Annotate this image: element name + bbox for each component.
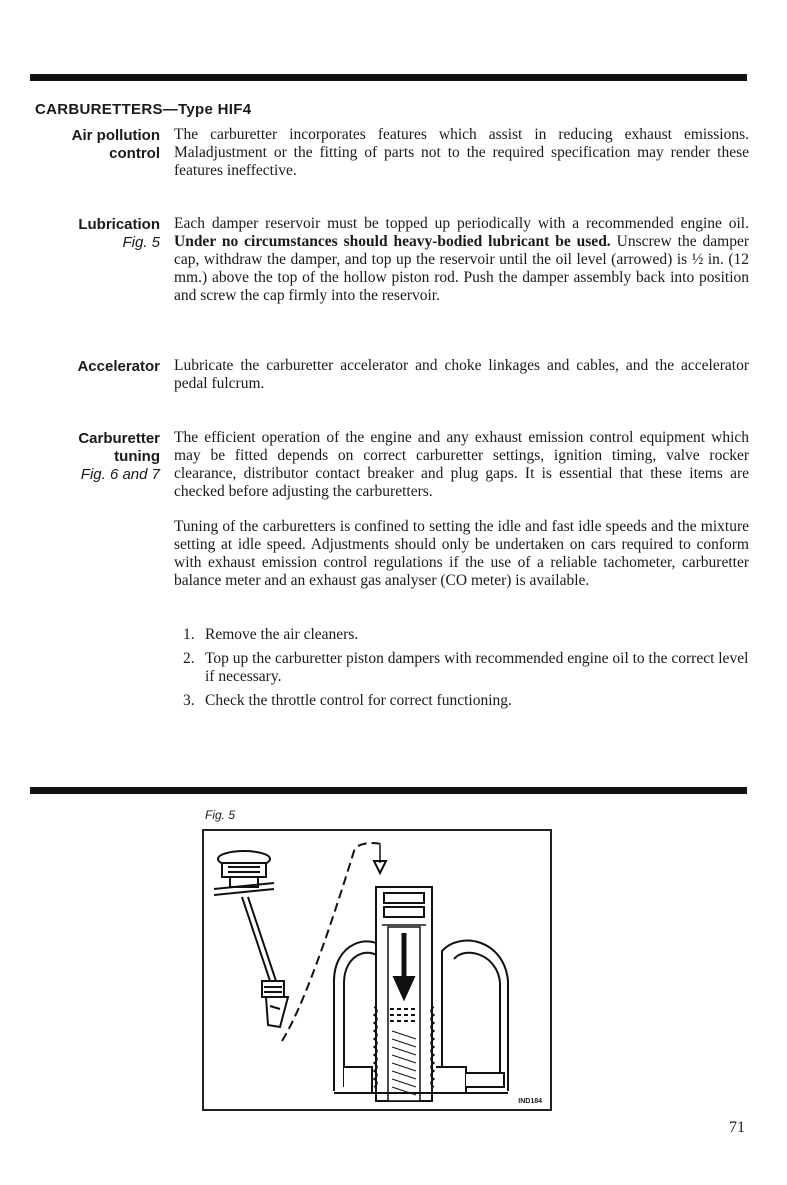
- figure-caption: Fig. 5: [205, 808, 236, 822]
- side-fig-ref: Fig. 6 and 7: [80, 466, 160, 483]
- paragraph: Tuning of the carburetters is confined to setting the idle and fast idle speeds and the mixture setting at idle speed. Adjustments should only be undertaken on cars required to conform with exhaust emission control regulations if the use of a reliable tachometer, carburetter balance meter and an exhaust gas analyser (CO meter) is available.: [174, 518, 749, 589]
- step-text: Remove the air cleaners.: [205, 626, 359, 643]
- side-label-line: control: [109, 145, 160, 162]
- top-rule: [30, 74, 747, 81]
- middle-rule: [30, 787, 747, 794]
- side-label-line: Accelerator: [77, 358, 160, 375]
- side-label-line: Lubrication: [78, 216, 160, 233]
- side-fig-ref: Fig. 5: [122, 234, 160, 251]
- step-text: Check the throttle control for correct functioning.: [205, 692, 512, 709]
- list-item: [183, 692, 749, 710]
- step-number: 3.: [183, 692, 195, 709]
- paragraph: The efficient operation of the engine and any exhaust emission control equipment which may be fitted depends on correct carburetter settings, ignition timing, valve rocker clearance, distributor contact breaker and plug gaps. It is essential that these items are checked before adjusting the carburetters.: [174, 429, 749, 500]
- list-item: [183, 626, 749, 644]
- paragraph: [174, 215, 749, 305]
- page-number: 71: [729, 1119, 745, 1136]
- side-label-lubrication: [30, 216, 160, 252]
- accelerator-text: [174, 357, 749, 393]
- side-label-air-pollution: [30, 127, 160, 163]
- tuning-text-1: [174, 429, 749, 501]
- tuning-steps: [183, 626, 749, 716]
- side-label-line: Carburetter: [78, 430, 160, 447]
- step-number: 1.: [183, 626, 195, 643]
- text-run: Each damper reservoir must be topped up periodically with a recommended engine oil.: [174, 215, 749, 232]
- warning-text: Under no circumstances should heavy-bodied lubricant be used.: [174, 233, 611, 250]
- tuning-text-2: [174, 518, 749, 590]
- figure-code: IND184: [518, 1098, 542, 1105]
- side-label-line: tuning: [114, 448, 160, 465]
- list-item: [183, 650, 749, 686]
- air-pollution-text: [174, 126, 749, 180]
- step-text: Top up the carburetter piston dampers with recommended engine oil to the correct level if necessary.: [205, 650, 749, 685]
- side-label-tuning: [30, 430, 160, 484]
- side-label-line: Air pollution: [71, 127, 160, 144]
- lubrication-text: [174, 215, 749, 305]
- carburetter-damper-drawing: [204, 831, 550, 1109]
- text-run: Unscrew the damper cap, withdraw the damper, and top up the reservoir until the oil level (arrowed) is ½ in. (12 mm.) above the top of the hollow piston rod. Push the damper assembly back into position and screw the cap firmly into the reservoir.: [174, 233, 749, 304]
- side-label-accelerator: [30, 358, 160, 376]
- paragraph: Lubricate the carburetter accelerator and choke linkages and cables, and the accelerator pedal fulcrum.: [174, 357, 749, 392]
- section-heading: CARBURETTERS—Type HIF4: [35, 101, 252, 118]
- paragraph: The carburetter incorporates features which assist in reducing exhaust emissions. Maladjustment or the fitting of parts not to the required specification may render these features ineffective.: [174, 126, 749, 179]
- figure-5-illustration: [202, 829, 552, 1111]
- step-number: 2.: [183, 650, 195, 667]
